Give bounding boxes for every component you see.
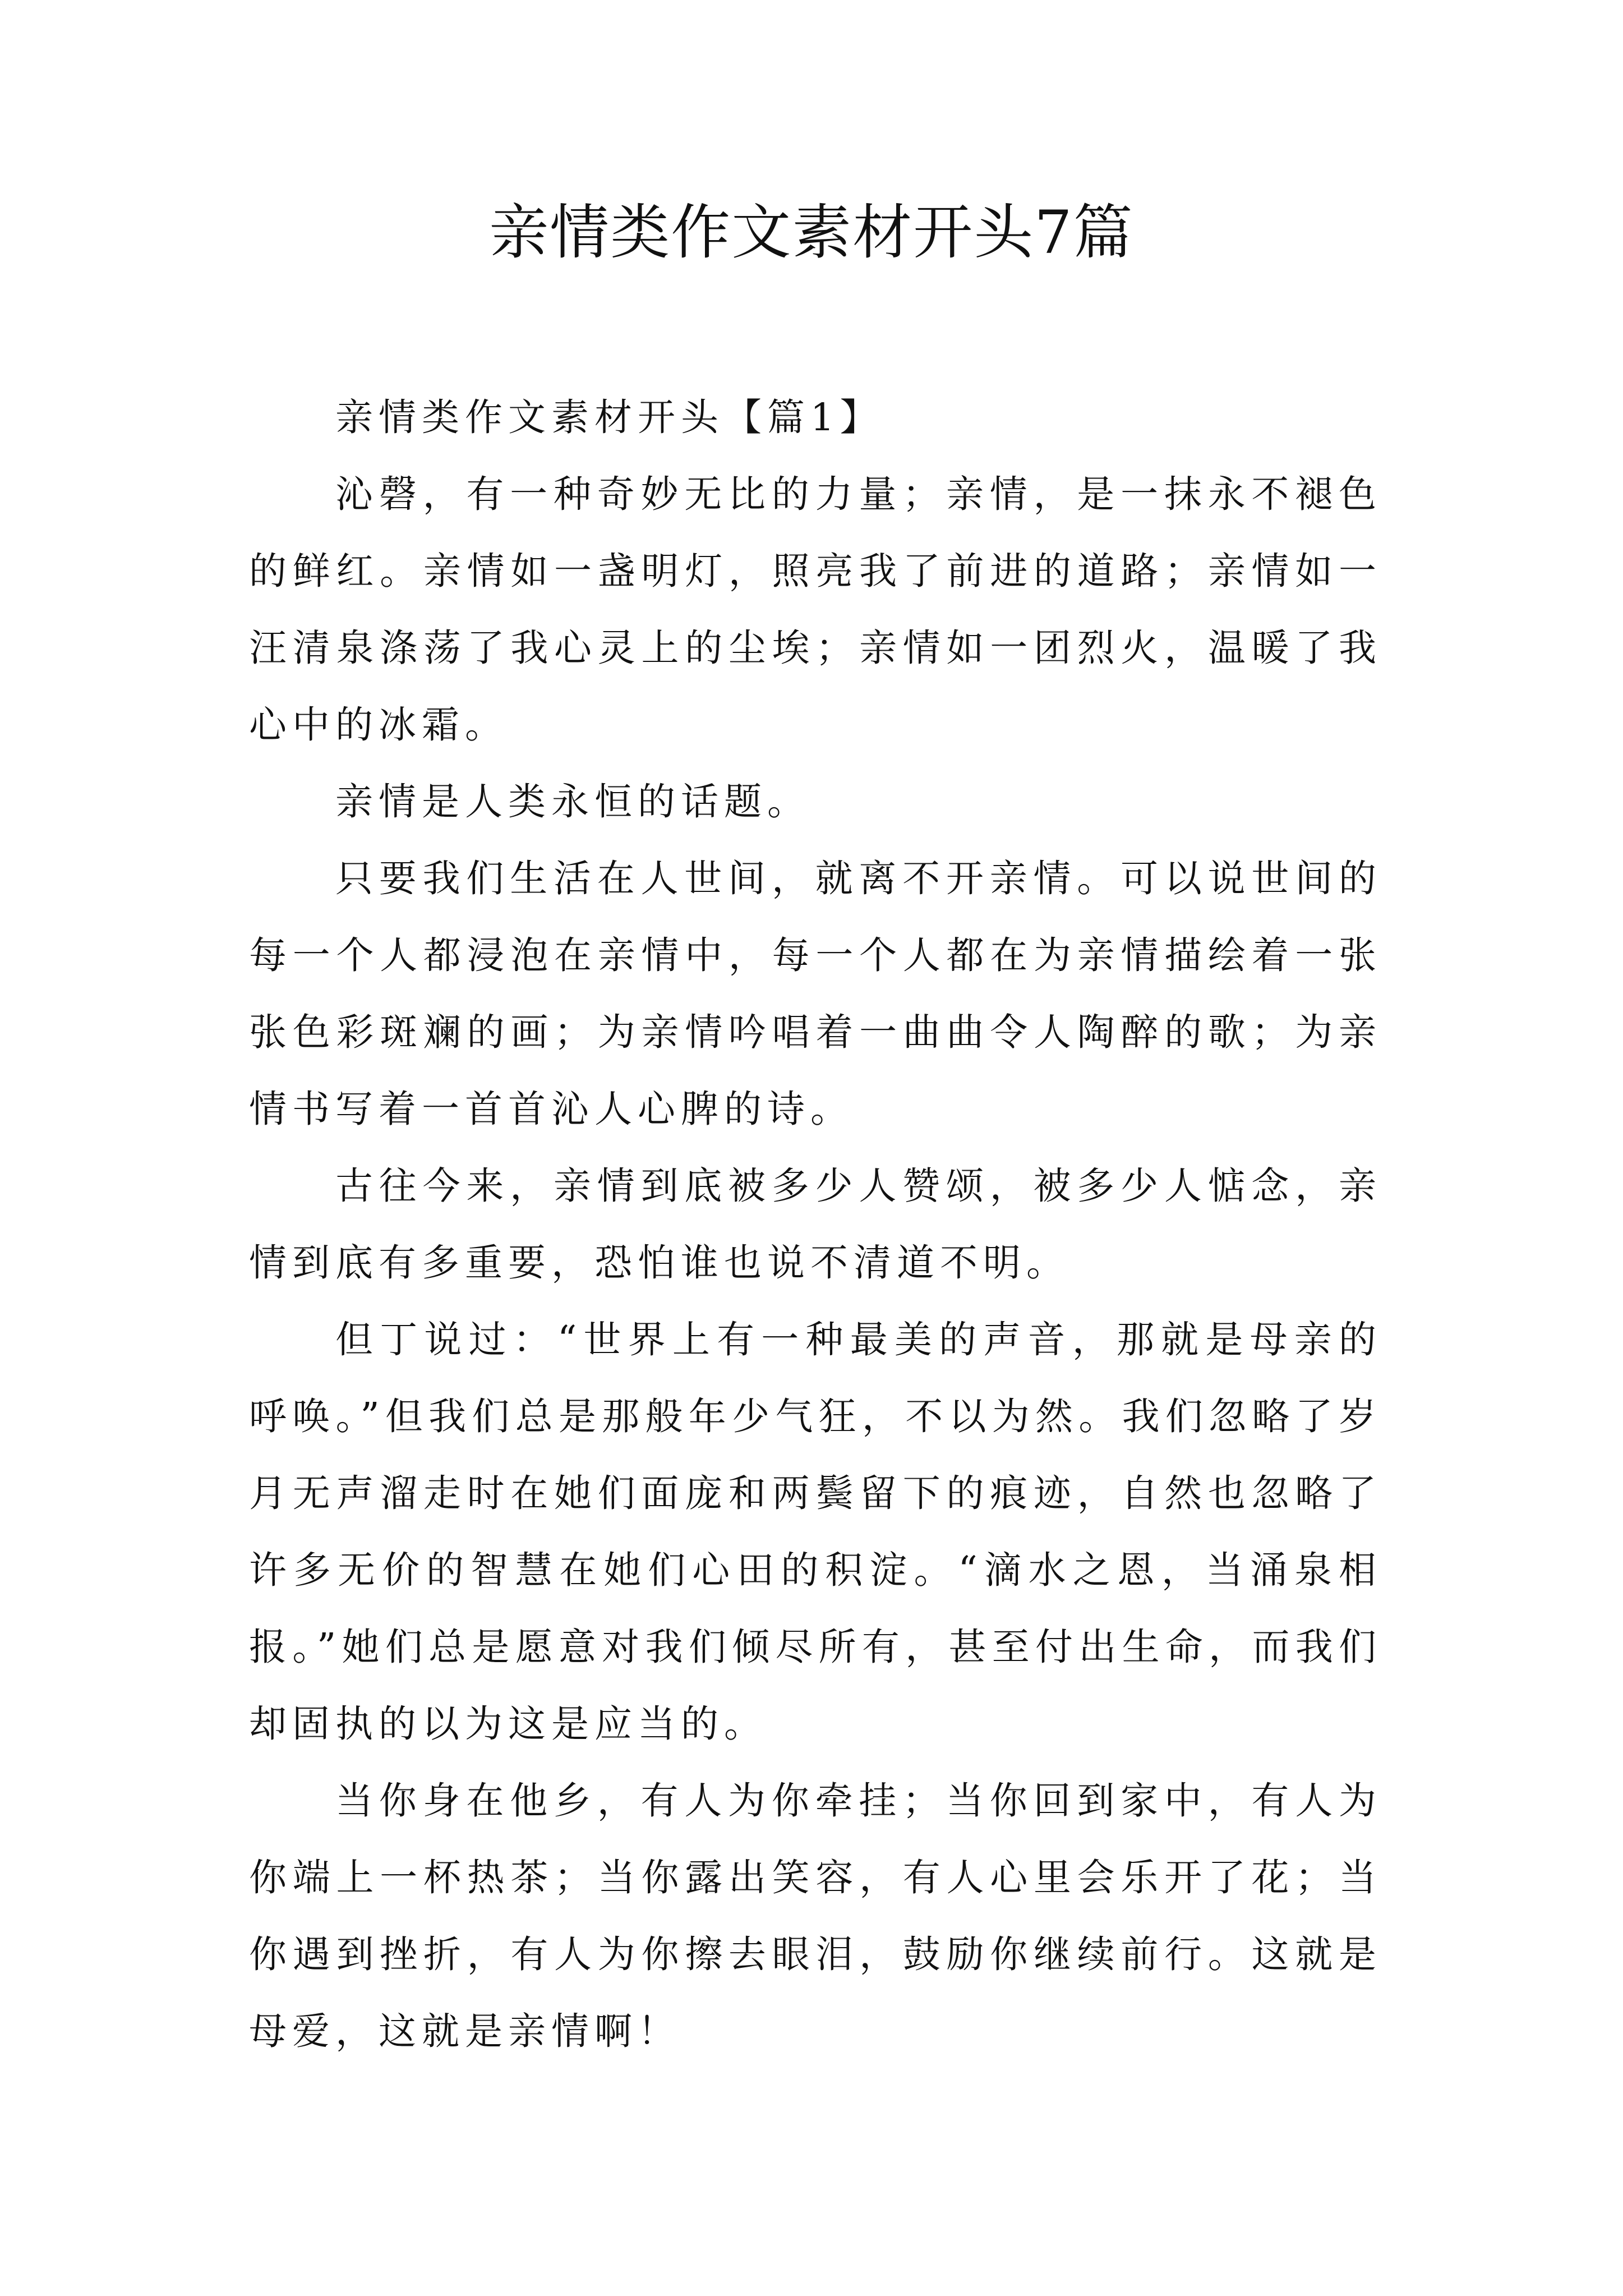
paragraph-4: 古往今来，亲情到底被多少人赞颂，被多少人惦念，亲情到底有多重要，恐怕谁也说不清道不明。 — [249, 1164, 1382, 1285]
paragraph-6: 当你身在他乡，有人为你牵挂；当你回到家中，有人为你端上一杯热茶；当你露出笑容，有人心里会乐开了花；当你遇到挫折，有人为你擦去眼泪，鼓励你继续前行。这就是母爱，这就是亲情啊！ — [249, 1779, 1382, 2053]
paragraph-1: 沁磬，有一种奇妙无比的力量；亲情，是一抹永不褪色的鲜红。亲情如一盏明灯，照亮我了前进的道路；亲情如一汪清泉涤荡了我心灵上的尘埃；亲情如一团烈火，温暖了我心中的冰霜。 — [249, 472, 1382, 747]
document-title: 亲情类作文素材开头7篇 — [489, 198, 1134, 267]
paragraph-2: 亲情是人类永恒的话题。 — [335, 780, 810, 823]
paragraph-5: 但丁说过：“世界上有一种最美的声音，那就是母亲的呼唤。”但我们总是那般年少气狂，不以为然。我们忽略了岁月无声溜走时在她们面庞和两鬓留下的痕迹，自然也忽略了许多无价的智慧在她们心田的积淀。“滴水之恩，当涌泉相报。”她们总是愿意对我们倾尽所有，甚至付出生命，而我们却固执的以为这是应当的。 — [249, 1318, 1382, 1746]
section-heading: 亲情类作文素材开头【篇1】 — [335, 395, 883, 439]
paragraph-3: 只要我们生活在人世间，就离不开亲情。可以说世间的每一个人都浸泡在亲情中，每一个人都在为亲情描绘着一张张色彩斑斓的画；为亲情吟唱着一曲曲令人陶醉的歌；为亲情书写着一首首沁人心脾的诗。 — [249, 857, 1382, 1131]
document-body — [249, 379, 1382, 2070]
